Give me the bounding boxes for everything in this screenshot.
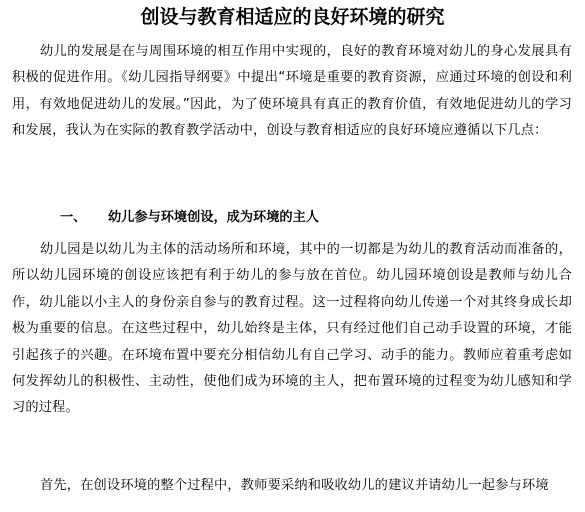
intro-paragraph: 幼儿的发展是在与周围环境的相互作用中实现的，良好的教育环境对幼儿的身心发展具有积极的促进作用。《幼儿园指导纲要》中提出“环境是重要的教育资源，应通过环境的创设和利用，有效地促进幼儿的发展。”因此，为了使环境具有真正的教育价值，有效地促进幼儿的学习和发展，我认为在实际的教育教学活动中，创设与教育相适应的良好环境应遵循以下几点： — [12, 44, 572, 139]
document-title: 创设与教育相适应的良好环境的研究 — [140, 6, 445, 28]
body-paragraph: 幼儿园是以幼儿为主体的活动场所和环境，其中的一切都是为幼儿的教育活动而准备的，所以幼儿园环境的创设应该把有利于幼儿的参与放在首位。幼儿园环境创设是教师与幼儿合作，幼儿能以小主人的身份亲自参与的教育过程。这一过程将向幼儿传递一个对其终身成长却极为重要的信息。在这些过程中，幼儿始终是主体，只有经过他们自己动手设置的环境，才能引起孩子的兴趣。在环境布置中要充分相信幼儿有自己学习、动手的能力。教师应着重考虑如何发挥幼儿的积极性、主动性，使他们成为环境的主人，把布置环境的过程变为幼儿感知和学习的过程。 — [12, 242, 572, 416]
section-heading-text: 幼儿参与环境创设，成为环境的主人 — [108, 210, 319, 225]
section-heading-number: 一、 — [60, 210, 87, 225]
section-heading — [12, 205, 572, 231]
continuation-paragraph: 首先，在创设环境的整个过程中，教师要采纳和吸收幼儿的建议并请幼儿一起参与环境 — [40, 478, 549, 493]
